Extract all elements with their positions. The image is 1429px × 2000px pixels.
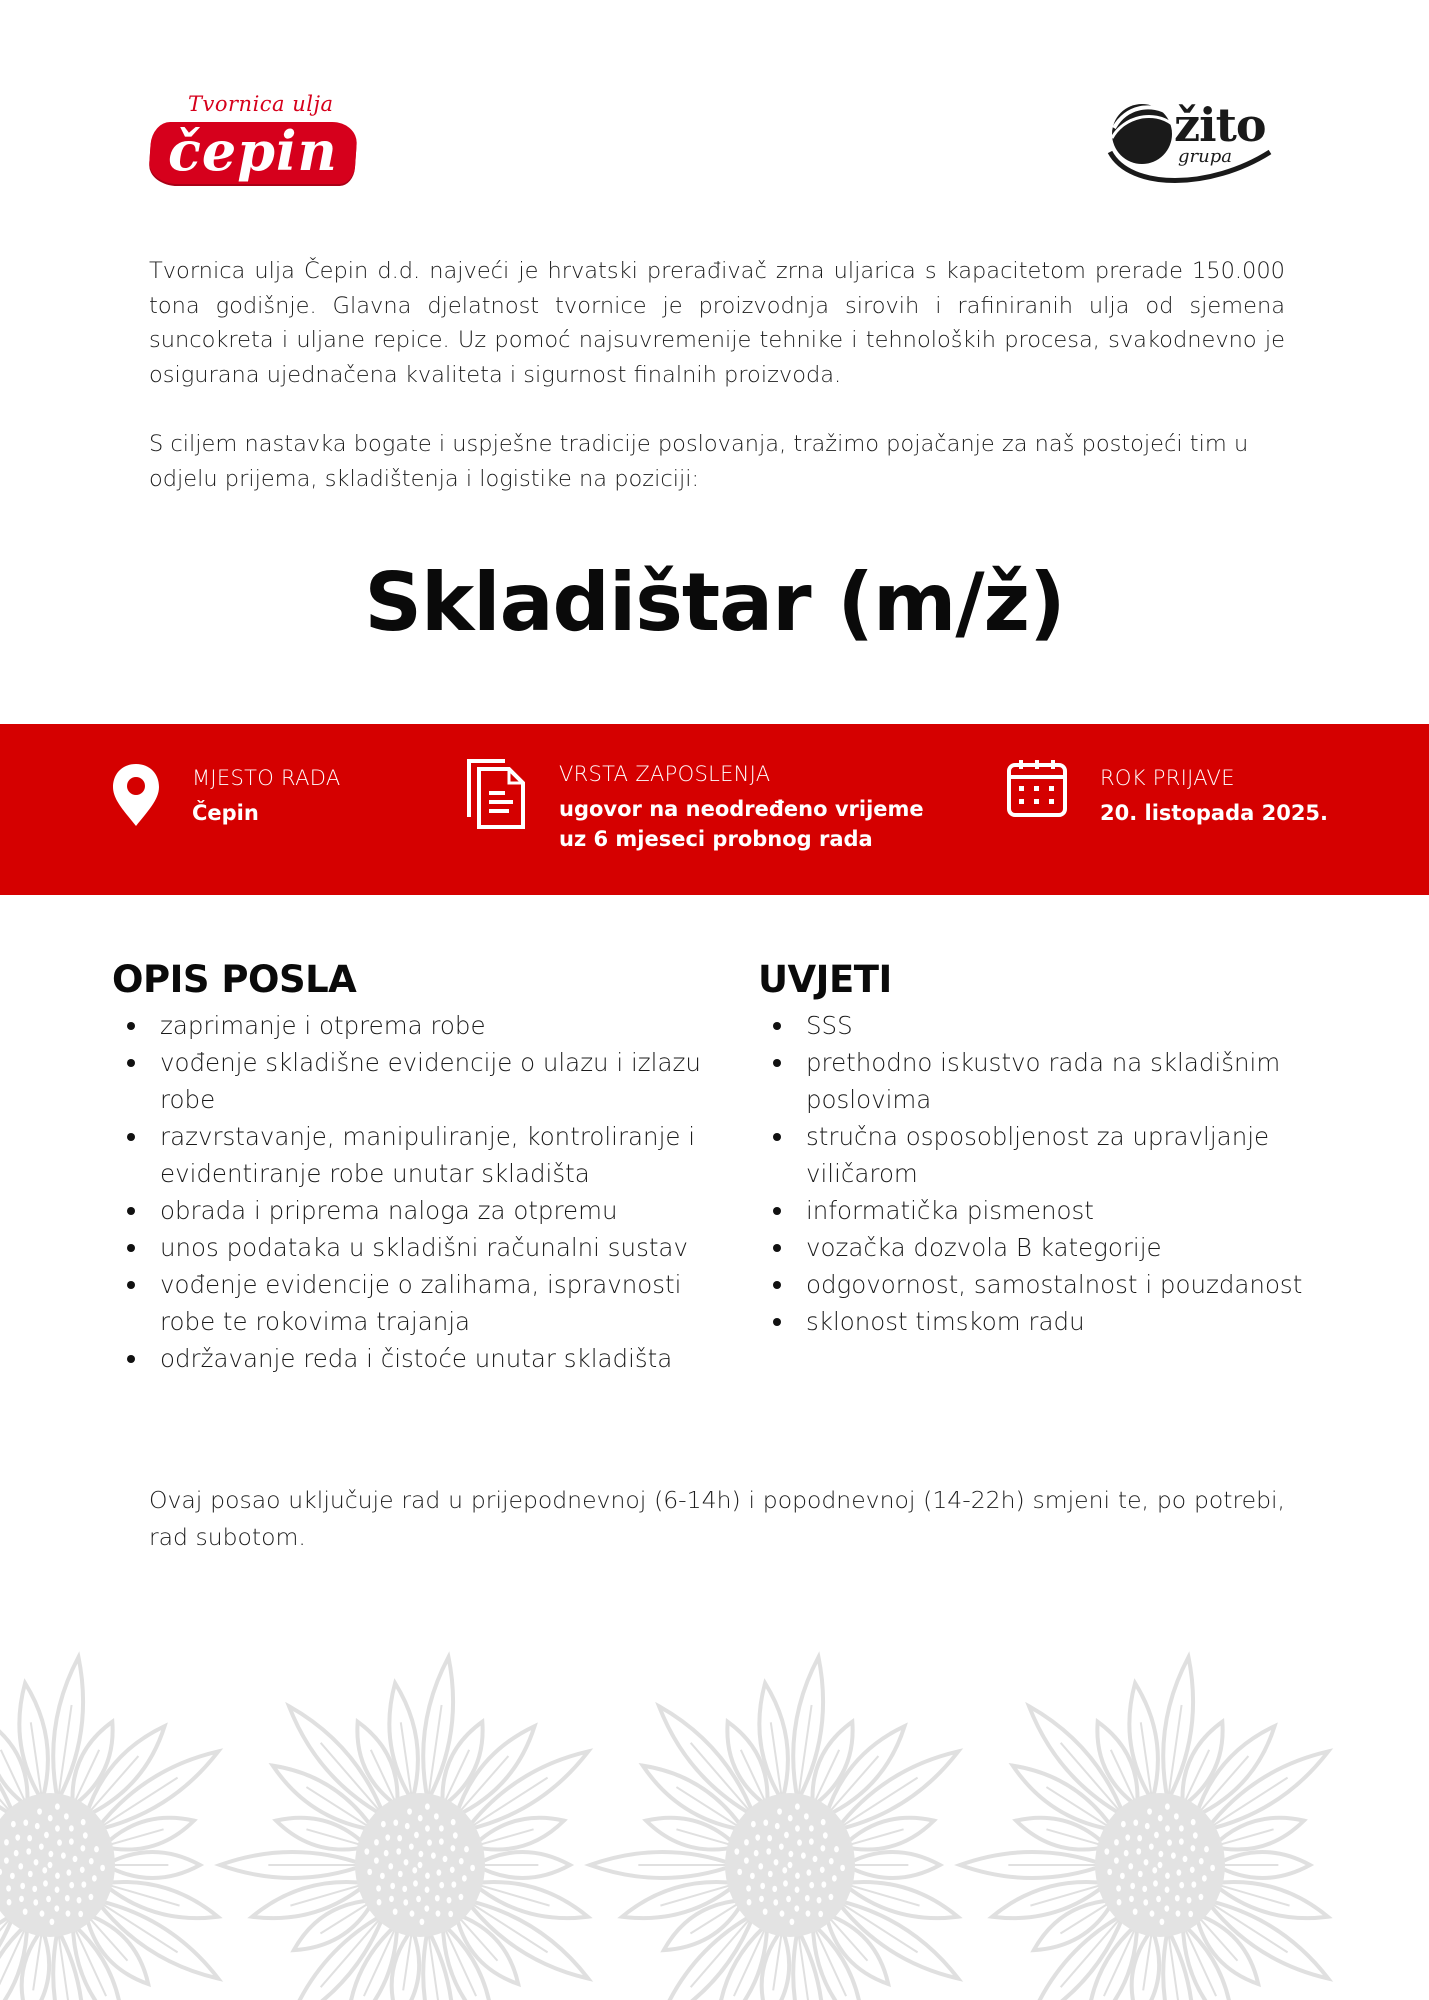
sunflower-seed: [820, 1845, 825, 1851]
calendar-icon: [1006, 757, 1068, 819]
sunflower-seed: [15, 1834, 20, 1840]
sunflower-seed: [40, 1910, 45, 1916]
sunflower-seed: [794, 1905, 799, 1911]
sunflower-seed: [11, 1821, 16, 1827]
sunflower-seed: [409, 1843, 414, 1849]
sunflower-seed: [27, 1835, 32, 1841]
sunflower-seed: [1152, 1867, 1157, 1873]
sunflower-seed: [817, 1897, 822, 1903]
sunflower-seed: [424, 1905, 429, 1911]
sunflower-seed: [470, 1865, 475, 1871]
sunflower-seed: [64, 1813, 69, 1819]
sunflower-seed: [1133, 1819, 1138, 1825]
sunflower-seed: [427, 1839, 432, 1845]
sunflower-seed: [804, 1813, 809, 1819]
sunflower-seed: [806, 1910, 811, 1916]
sunflower-seed: [1175, 1895, 1180, 1901]
sunflower-seed: [14, 1850, 19, 1856]
sunflower-seed: [396, 1848, 401, 1854]
zito-wordmark: žito: [1174, 98, 1266, 152]
sunflower-seed: [1117, 1899, 1122, 1905]
sunflower-seed: [35, 1823, 40, 1829]
sunflower-seed: [759, 1896, 764, 1902]
sunflower-seed: [34, 1859, 39, 1865]
workplace-value: Čepin: [192, 801, 259, 825]
list-item: vođenje skladišne evidencije o ulazu i izlazu robe: [112, 1044, 712, 1118]
sunflower: [960, 1657, 1328, 2000]
sunflower-seed: [755, 1834, 760, 1840]
sunflower-seed: [777, 1808, 782, 1814]
sunflower-seed: [33, 1899, 38, 1905]
sunflower-seed: [763, 1908, 768, 1914]
sunflower-seed: [416, 1896, 421, 1902]
sunflower-seed: [397, 1835, 402, 1841]
sunflower-seed: [754, 1850, 759, 1856]
sunflower-seed: [403, 1899, 408, 1905]
list-item: stručna osposobljenost za upravljanje viličarom: [758, 1118, 1318, 1192]
requirements-list: [758, 1007, 1318, 1340]
list-item: unos podataka u skladišni računalni sustav: [112, 1229, 712, 1266]
sunflower-seed: [774, 1859, 779, 1865]
logo-tagline: Tvornica ulja: [188, 92, 334, 116]
sunflower-seed: [746, 1885, 751, 1891]
sunflower-seed: [398, 1871, 403, 1877]
sunflower-seed: [788, 1815, 793, 1821]
sunflower-seed: [48, 1851, 53, 1857]
sunflower-seed: [374, 1839, 379, 1845]
zito-subtitle: grupa: [1178, 146, 1232, 167]
sunflower-seed: [94, 1846, 99, 1852]
sunflower-seed: [61, 1852, 66, 1858]
sunflower-seed: [377, 1899, 382, 1905]
sunflower-seed: [42, 1867, 47, 1873]
requirements-heading: UVJETI: [758, 958, 892, 1001]
sunflower-seed: [766, 1848, 771, 1854]
sunflower-seed: [1179, 1838, 1184, 1844]
sunflower-seed: [448, 1911, 453, 1917]
shift-note: Ovaj posao uključuje rad u prijepodnevnoj (6-14h) i popodnevnoj (14-22h) smjeni te, po potrebi, rad subotom.: [149, 1486, 1285, 1551]
sunflower-seed: [43, 1880, 48, 1886]
sunflower-seed: [54, 1905, 59, 1911]
sunflower-seed: [1145, 1823, 1150, 1829]
sunflower-seed: [376, 1885, 381, 1891]
sunflower-seed: [1188, 1911, 1193, 1917]
sunflower-seed: [829, 1858, 834, 1864]
sunflower-seed: [55, 1825, 60, 1831]
sunflower-seed: [425, 1873, 430, 1879]
sunflower-seed: [767, 1835, 772, 1841]
sunflower-seed: [1167, 1839, 1172, 1845]
sunflower: [590, 1657, 958, 2000]
sunflower-seed: [1107, 1869, 1112, 1875]
sunflower-seed: [69, 1825, 74, 1831]
sunflower-seed: [1129, 1896, 1134, 1902]
sunflower-seed: [414, 1832, 419, 1838]
sunflower-seed: [779, 1843, 784, 1849]
sunflower-seed: [1179, 1825, 1184, 1831]
sunflower-seed: [384, 1850, 389, 1856]
sunflower: [0, 1657, 218, 2000]
sunflower-seed: [1142, 1886, 1147, 1892]
sunflower-seed: [1179, 1882, 1184, 1888]
sunflower-seed: [32, 1886, 37, 1892]
sunflower-seed: [834, 1846, 839, 1852]
sunflower-seed: [439, 1838, 444, 1844]
sunflower-seed: [1199, 1858, 1204, 1864]
employment-type-line-1: ugovor na neodređeno vrijeme: [559, 797, 924, 821]
sunflower-seed: [1128, 1863, 1133, 1869]
sunflower-seed: [1104, 1848, 1109, 1854]
sunflower-seed: [410, 1910, 415, 1916]
sunflower-seed: [447, 1897, 452, 1903]
employment-type-line-2: uz 6 mjeseci probnog rada: [559, 827, 873, 851]
workplace-label: MJESTO RADA: [192, 766, 341, 790]
sunflower-seed: [80, 1845, 85, 1851]
list-item: SSS: [758, 1007, 1318, 1044]
sunflower-seed: [1165, 1873, 1170, 1879]
employment-type-value: [559, 794, 924, 854]
sunflower-seed: [402, 1886, 407, 1892]
sunflower-seed: [788, 1862, 793, 1868]
sunflower-seed: [784, 1832, 789, 1838]
sunflower-seed: [1121, 1821, 1126, 1827]
zito-logo: [1100, 90, 1290, 195]
sunflower-seed: [404, 1859, 409, 1865]
sunflower-seed: [1193, 1832, 1198, 1838]
sunflower-seed: [1124, 1850, 1129, 1856]
sunflower-seed: [801, 1852, 806, 1858]
sunflower-seed: [1158, 1851, 1163, 1857]
intro-paragraph-2: [149, 427, 1285, 496]
sunflower-seed: [83, 1832, 88, 1838]
sunflower-seed: [425, 1887, 430, 1893]
sunflower-seed: [1137, 1835, 1142, 1841]
sunflower-seed: [1143, 1899, 1148, 1905]
sunflower-seed: [813, 1856, 818, 1862]
sunflower-seed: [1153, 1880, 1158, 1886]
sunflower-seed: [1144, 1859, 1149, 1865]
sunflower-seed: [6, 1885, 11, 1891]
intro-text-1: Tvornica ulja Čepin d.d. najveći je hrvatski prerađivač zrna uljarica s kapacitetom prerade 150.000 tona godišnje. Glavna djelatnost tvornice je proizvodnja sirovih i rafiniranih ulja od sjemena suncokreta i uljane repice. Uz pomoć najsuvremenije tehnike i tehnoloških procesa, svakodnevno je osigurana ujednačena kvaliteta i sigurnost finalnih proizvoda.: [149, 258, 1285, 388]
sunflower-seed: [782, 1867, 787, 1873]
cepin-logo: [146, 92, 361, 192]
sunflower-seed: [1199, 1894, 1204, 1900]
sunflower-seed: [385, 1834, 390, 1840]
sunflower-seed: [789, 1919, 794, 1925]
sunflower-seed: [1133, 1908, 1138, 1914]
sunflower-seed: [1165, 1803, 1170, 1809]
sunflower-seed: [1114, 1839, 1119, 1845]
sunflower-seed: [1154, 1832, 1159, 1838]
sunflower-seed: [840, 1865, 845, 1871]
sunflower-seed: [775, 1823, 780, 1829]
intro-paragraph-1: [149, 254, 1285, 392]
sunflower-seed: [806, 1869, 811, 1875]
sunflower-seed: [431, 1852, 436, 1858]
sunflower-seed: [1176, 1910, 1181, 1916]
sunflower-seed: [434, 1813, 439, 1819]
sunflower-pattern-icon: [0, 1640, 1429, 2000]
sunflower-seed: [55, 1873, 60, 1879]
sunflower-seed: [393, 1908, 398, 1914]
sunflower-seed: [390, 1883, 395, 1889]
sunflower-seed: [44, 1832, 49, 1838]
info-employment-type: [559, 760, 924, 854]
sunflower-seed: [19, 1896, 24, 1902]
sunflower-seed: [1202, 1875, 1207, 1881]
sunflower-seed: [66, 1910, 71, 1916]
info-workplace: [192, 764, 341, 828]
sunflower-seed: [439, 1825, 444, 1831]
sunflower-seed: [459, 1858, 464, 1864]
sunflower-seed: [795, 1825, 800, 1831]
sunflower-seed: [374, 1857, 379, 1863]
sunflower-seed: [797, 1839, 802, 1845]
sunflower-seed: [1190, 1845, 1195, 1851]
sunflower-center: [0, 1793, 115, 1937]
sunflower-seed: [821, 1819, 826, 1825]
sunflower-seed: [1176, 1869, 1181, 1875]
sunflower-seed: [1191, 1819, 1196, 1825]
list-item: obrada i priprema naloga za otpremu: [112, 1192, 712, 1229]
sunflower-seed: [393, 1819, 398, 1825]
sunflower-seed: [744, 1857, 749, 1863]
list-item: razvrstavanje, manipuliranje, kontroliranje i evidentiranje robe unutar skladišta: [112, 1118, 712, 1192]
sunflower-seed: [89, 1858, 94, 1864]
sunflower-seed: [795, 1873, 800, 1879]
sunflower-seed: [436, 1910, 441, 1916]
sunflower-seed: [1158, 1815, 1163, 1821]
sunflower-seed: [48, 1815, 53, 1821]
sunflower-seed: [459, 1894, 464, 1900]
sunflower-seed: [809, 1882, 814, 1888]
list-item: prethodno iskustvo rada na skladišnim poslovima: [758, 1044, 1318, 1118]
sunflower-seed: [760, 1883, 765, 1889]
sunflower-seed: [821, 1881, 826, 1887]
sunflower-seed: [69, 1838, 74, 1844]
list-item: zaprimanje i otprema robe: [112, 1007, 712, 1044]
sunflower-seed: [1187, 1897, 1192, 1903]
sunflower-seed: [55, 1887, 60, 1893]
sunflower-seed: [1114, 1857, 1119, 1863]
sunflower-seed: [453, 1832, 458, 1838]
sunflower-seed: [1150, 1910, 1155, 1916]
sunflower-seed: [419, 1919, 424, 1925]
job-description-section: [112, 958, 712, 1377]
sunflower-seed: [737, 1869, 742, 1875]
sunflower-seed: [750, 1873, 755, 1879]
sunflower-seed: [26, 1848, 31, 1854]
sunflower-seed: [81, 1819, 86, 1825]
sunflower-seed: [7, 1899, 12, 1905]
document-icon: [465, 757, 527, 831]
sunflower-seed: [28, 1871, 33, 1877]
sunflower-seed: [1156, 1896, 1161, 1902]
sunflower-seed: [65, 1895, 70, 1901]
location-pin-icon: [111, 762, 161, 828]
sunflower-seed: [364, 1848, 369, 1854]
sunflower-seed: [23, 1819, 28, 1825]
intro-text-2: S ciljem nastavka bogate i uspješne tradicije poslovanja, tražimo pojačanje za naš postojeći tim u odjelu prijema, skladištenja i logistike na poziciji:: [149, 431, 1249, 492]
sunflower-seed: [1136, 1848, 1141, 1854]
sunflower-seed: [388, 1863, 393, 1869]
sunflower-seed: [92, 1875, 97, 1881]
list-item: održavanje reda i čistoće unutar skladišta: [112, 1340, 712, 1377]
sunflower-seed: [1125, 1834, 1130, 1840]
sunflower-seed: [4, 1857, 9, 1863]
sunflower-seed: [786, 1896, 791, 1902]
sunflower-seed: [439, 1882, 444, 1888]
sunflower-seed: [1120, 1873, 1125, 1879]
sunflower-seed: [23, 1908, 28, 1914]
sunflower-seed: [1130, 1883, 1135, 1889]
sunflower-seed: [451, 1819, 456, 1825]
sunflower-seed: [39, 1843, 44, 1849]
sunflower-seed: [1165, 1825, 1170, 1831]
sunflower-seed: [805, 1895, 810, 1901]
sunflower-seed: [407, 1808, 412, 1814]
sunflower-seed: [450, 1845, 455, 1851]
deadline-label: ROK PRIJAVE: [1100, 766, 1235, 790]
sunflower-seed: [820, 1867, 825, 1873]
sunflower: [220, 1657, 588, 2000]
sunflower-seed: [747, 1899, 752, 1905]
sunflower-seed: [405, 1823, 410, 1829]
logo-wordmark: čepin: [168, 119, 338, 183]
sunflower-seed: [1174, 1813, 1179, 1819]
sunflower-seed: [1204, 1846, 1209, 1852]
job-description-heading: OPIS POSLA: [112, 958, 357, 1001]
sunflower-seed: [20, 1883, 25, 1889]
sunflower-seed: [783, 1880, 788, 1886]
sunflower-seed: [380, 1873, 385, 1879]
job-title: Skladištar (m/ž): [364, 556, 1065, 649]
sunflower-seed: [450, 1867, 455, 1873]
sunflower-seed: [788, 1851, 793, 1857]
sunflower-seed: [829, 1894, 834, 1900]
sunflower-seed: [1165, 1887, 1170, 1893]
sunflower-seed: [744, 1839, 749, 1845]
sunflower-seed: [1171, 1852, 1176, 1858]
sunflower-seed: [4, 1839, 9, 1845]
sunflower-seed: [436, 1869, 441, 1875]
info-banner: [0, 724, 1429, 895]
sunflower-seed: [46, 1896, 51, 1902]
sunflower-seed: [418, 1851, 423, 1857]
sunflower-seed: [1138, 1871, 1143, 1877]
sunflower-seed: [55, 1803, 60, 1809]
sunflower-seed: [823, 1832, 828, 1838]
sunflower-seed: [780, 1910, 785, 1916]
sunflower-seed: [451, 1881, 456, 1887]
sunflower-seed: [809, 1825, 814, 1831]
sunflower-seed: [1158, 1862, 1163, 1868]
sunflower-seed: [1183, 1856, 1188, 1862]
sunflower-seed: [89, 1894, 94, 1900]
requirements-section: [758, 958, 1318, 1340]
sunflower-seed: [69, 1882, 74, 1888]
sunflower-seed: [367, 1869, 372, 1875]
sunflower-seed: [751, 1821, 756, 1827]
sunflower-seed: [763, 1819, 768, 1825]
sunflower-seed: [77, 1897, 82, 1903]
sunflower-seed: [758, 1863, 763, 1869]
sunflower-seed: [795, 1803, 800, 1809]
sunflower-seed: [81, 1881, 86, 1887]
sunflower-seed: [37, 1808, 42, 1814]
info-deadline: [1100, 764, 1328, 828]
sunflower-seed: [1159, 1919, 1164, 1925]
job-description-list: [112, 1007, 712, 1377]
sunflower-seed: [418, 1862, 423, 1868]
sunflower-seed: [412, 1867, 417, 1873]
sunflower-seed: [49, 1919, 54, 1925]
list-item: odgovornost, samostalnost i pouzdanost: [758, 1266, 1318, 1303]
sunflower-seed: [832, 1875, 837, 1881]
sunflower-seed: [1164, 1905, 1169, 1911]
sunflower-seed: [1191, 1881, 1196, 1887]
sunflower-seed: [425, 1825, 430, 1831]
sunflower-seed: [78, 1911, 83, 1917]
sunflower-seed: [768, 1871, 773, 1877]
sunflower-seed: [18, 1863, 23, 1869]
sunflower-seed: [1116, 1885, 1121, 1891]
sunflower-seed: [381, 1821, 386, 1827]
sunflower-seed: [57, 1839, 62, 1845]
sunflower-seed: [734, 1848, 739, 1854]
sunflower-seed: [80, 1867, 85, 1873]
sunflower-seed: [773, 1899, 778, 1905]
list-item: informatička pismenost: [758, 1192, 1318, 1229]
sunflower-seed: [818, 1911, 823, 1917]
deadline-value: 20. listopada 2025.: [1100, 801, 1329, 825]
sunflower-seed: [48, 1862, 53, 1868]
sunflower-seed: [795, 1887, 800, 1893]
sunflower-seed: [809, 1838, 814, 1844]
sunflower-seed: [772, 1886, 777, 1892]
sunflower-seed: [443, 1856, 448, 1862]
list-item: vođenje evidencije o zalihama, ispravnosti robe te rokovima trajanja: [112, 1266, 712, 1340]
list-item: vozačka dozvola B kategorije: [758, 1229, 1318, 1266]
sunflower-seed: [389, 1896, 394, 1902]
sunflower-seed: [413, 1880, 418, 1886]
sunflower-seed: [1210, 1865, 1215, 1871]
sunflower-seed: [425, 1803, 430, 1809]
sunflower-seed: [418, 1815, 423, 1821]
sunflower-seed: [73, 1856, 78, 1862]
sunflower-seed: [10, 1873, 15, 1879]
employment-type-label: VRSTA ZAPOSLENJA: [559, 762, 771, 786]
sunflower-seed: [1190, 1867, 1195, 1873]
list-item: sklonost timskom radu: [758, 1303, 1318, 1340]
sunflower-seed: [1149, 1843, 1154, 1849]
sunflower-seed: [462, 1875, 467, 1881]
sunflower-seed: [435, 1895, 440, 1901]
sunflower-seed: [1147, 1808, 1152, 1814]
sunflower-seed: [464, 1846, 469, 1852]
sunflower-seed: [100, 1865, 105, 1871]
sunflower-seed: [66, 1869, 71, 1875]
